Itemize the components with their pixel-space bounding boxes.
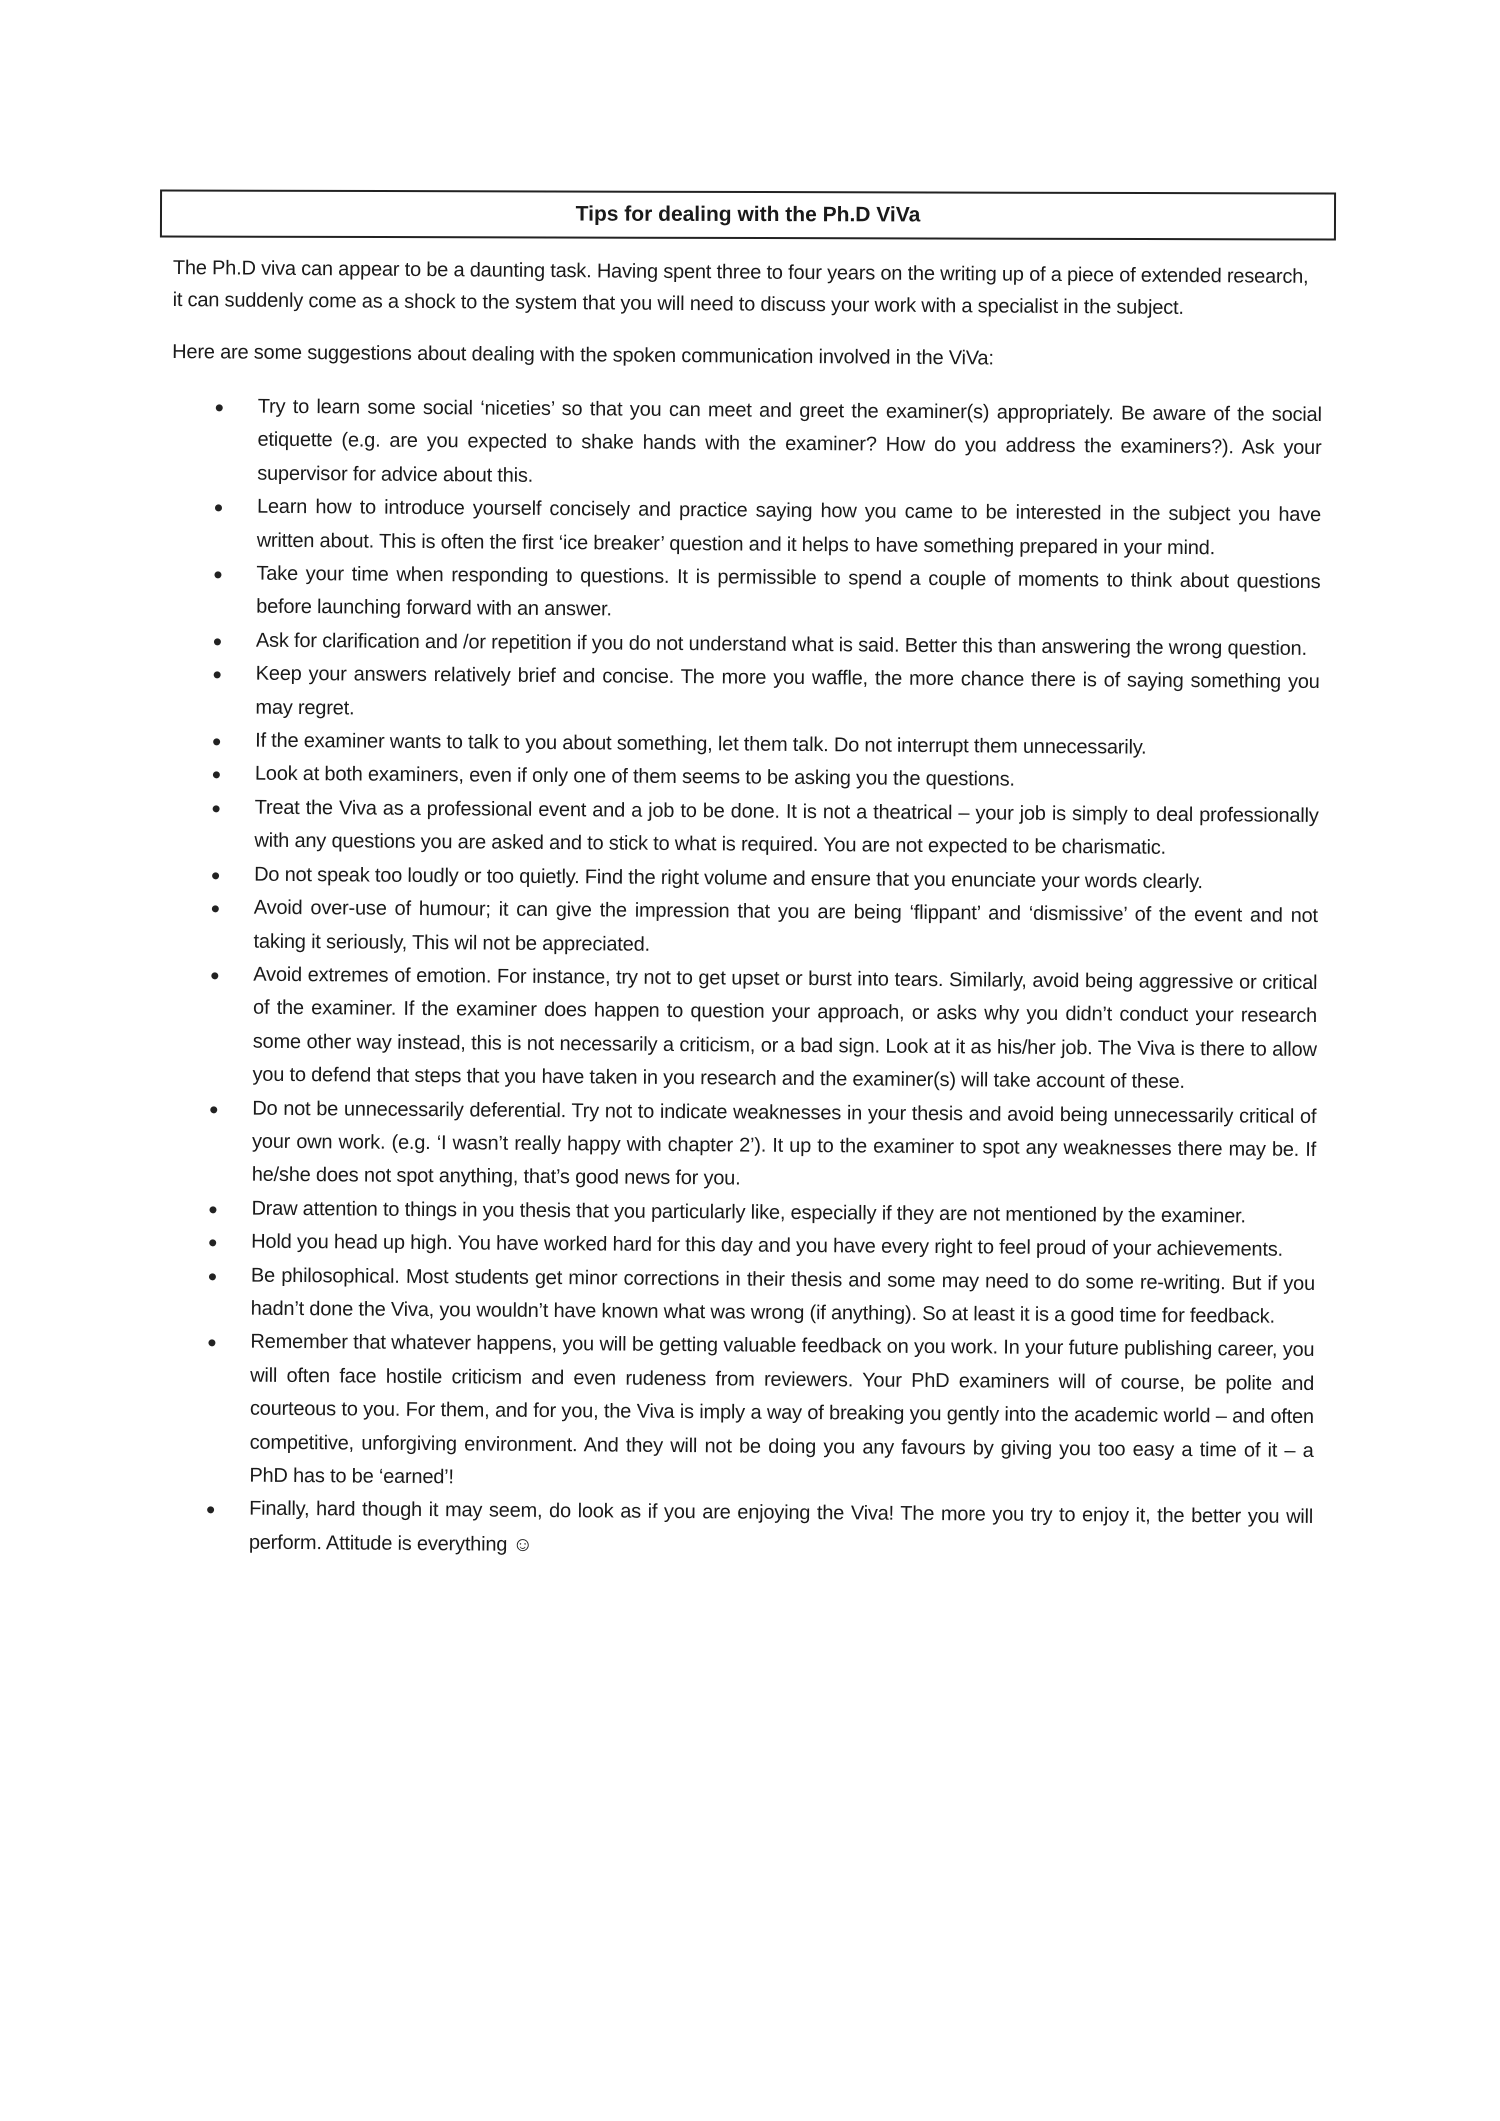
tip-text: Do not speak too loudly or too quietly. Find the right volume and ensure that you enunciate your words clearly.	[254, 863, 1203, 893]
bullet-icon	[209, 1239, 216, 1246]
tip-text: Hold you head up high. You have worked hard for this day and you have every right to feel proud of your achievements.	[251, 1230, 1284, 1261]
tip-text: Avoid over-use of humour; it can give the impression that you are being ‘flippant’ and ‘dismissive’ of the event and not taking it seriously, This wil not be appreciated.	[253, 896, 1318, 956]
tip-text: Avoid extremes of emotion. For instance, try not to get upset or burst into tears. Similarly, avoid being aggressive or critical of the examiner. If the examiner does happen to question your approach, or asks why you didn’t conduct your research some other way instead, this is not necessarily a criticism, or a bad sign. Look at it as his/her job. The Viva is there to allow you to defend that steps that you have taken in you research and the examiner(s) will take account of these.	[252, 963, 1318, 1094]
tip-item	[171, 490, 1321, 566]
tip-text: Look at both examiners, even if only one of them seems to be asking you the questions.	[254, 763, 1015, 792]
bullet-icon	[213, 772, 220, 779]
bullet-icon	[216, 404, 223, 411]
lead-paragraph: Here are some suggestions about dealing with the spoken communication involved in the ViVa:	[172, 340, 994, 370]
bullet-icon	[214, 638, 221, 645]
bullet-icon	[209, 1206, 216, 1213]
bullet-icon	[208, 1340, 215, 1347]
tip-item	[171, 390, 1322, 499]
bullet-icon	[214, 672, 221, 679]
tip-item	[166, 958, 1317, 1101]
bullet-icon	[211, 972, 218, 979]
bullet-icon	[212, 872, 219, 879]
bullet-icon	[210, 1106, 217, 1113]
tip-text: Keep your answers relatively brief and concise. The more you waffle, the more chance there is of saying something you may regret.	[255, 662, 1320, 720]
tip-text: Ask for clarification and /or repetition if you do not understand what is said. Better this than answering the wrong question.	[255, 629, 1307, 660]
tip-item	[167, 891, 1317, 967]
document-body	[163, 252, 1323, 1568]
tip-text: Finally, hard though it may seem, do look as if you are enjoying the Viva! The more you try to enjoy it, the better you will perform. Attitude is everything ☺	[248, 1498, 1314, 1556]
tip-text: Draw attention to things in you thesis that you particularly like, especially if they are not mentioned by the examiner.	[251, 1197, 1246, 1228]
bullet-icon	[212, 905, 219, 912]
tip-text: Learn how to introduce yourself concisely and practice saying how you came to be interested in the subject you have written about. This is often the first ‘ice breaker’ question and it helps to have something prepared in your mind.	[256, 495, 1322, 559]
tip-text: Do not be unnecessarily deferential. Try not to indicate weaknesses in your thesis and avoid being unnecessarily critical of your own work. (e.g. ‘I wasn’t really happy with chapter 2’). It up to the examiner to spot any weaknesses there may be. If he/she does not spot anything, that’s good news for you.	[251, 1097, 1317, 1190]
bullet-icon	[213, 738, 220, 745]
tip-item	[170, 557, 1320, 633]
tip-text: Take your time when responding to questions. It is permissible to spend a couple of moments to think about questions before launching forward with an answer.	[256, 562, 1321, 621]
tip-text: If the examiner wants to talk to you about something, let them talk. Do not interrupt them unnecessarily.	[255, 729, 1147, 759]
tip-item	[163, 1492, 1313, 1568]
tip-item	[163, 1325, 1314, 1501]
bullet-icon	[213, 805, 220, 812]
bullet-icon	[209, 1273, 216, 1280]
tip-text: Be philosophical. Most students get minor corrections in their thesis and some may need to do some re-writing. But if you hadn’t done the Viva, you wouldn’t have known what was wrong (if anything). So at least it is a good time for feedback.	[250, 1264, 1316, 1328]
tip-text: Remember that whatever happens, you will be getting valuable feedback on you work. In your future publishing career, you will often face hostile criticism and even rudeness from reviewers. Your PhD examiners will of course, be polite and courteous to you. For them, and for you, the Viva is imply a way of breaking you gently into the academic world – and often competitive, unforgiving environment. And they will not be doing you any favours by giving you too easy a time of it – a PhD has to be ‘earned’!	[249, 1331, 1315, 1489]
document-title: Tips for dealing with the Ph.D ViVa	[160, 189, 1336, 240]
tips-list	[163, 390, 1322, 1568]
tip-text: Treat the Viva as a professional event and a job to be done. It is not a theatrical – your job is simply to deal professionally with any questions you are asked and to stick to what is required. You are not expected to be charismatic.	[254, 796, 1319, 860]
tip-item	[166, 1092, 1317, 1201]
bullet-icon	[215, 505, 222, 512]
tip-text: Try to learn some social ‘niceties’ so that you can meet and greet the examiner(s) appropriately. Be aware of the social etiquette (e.g. are you expected to shake hands with the examiner? How do you address the examiners?). Ask your supervisor for advice about this.	[257, 395, 1322, 487]
intro-paragraph: The Ph.D viva can appear to be a daunting task. Having spent three to four years on the writing up of a piece of extended research, it can suddenly come as a shock to the system that you will need to discuss your work with a specialist in the subject.	[172, 256, 1309, 319]
tip-item	[168, 791, 1318, 867]
tip-item	[169, 657, 1319, 733]
bullet-icon	[214, 571, 221, 578]
bullet-icon	[207, 1507, 214, 1514]
tip-item	[165, 1259, 1315, 1335]
